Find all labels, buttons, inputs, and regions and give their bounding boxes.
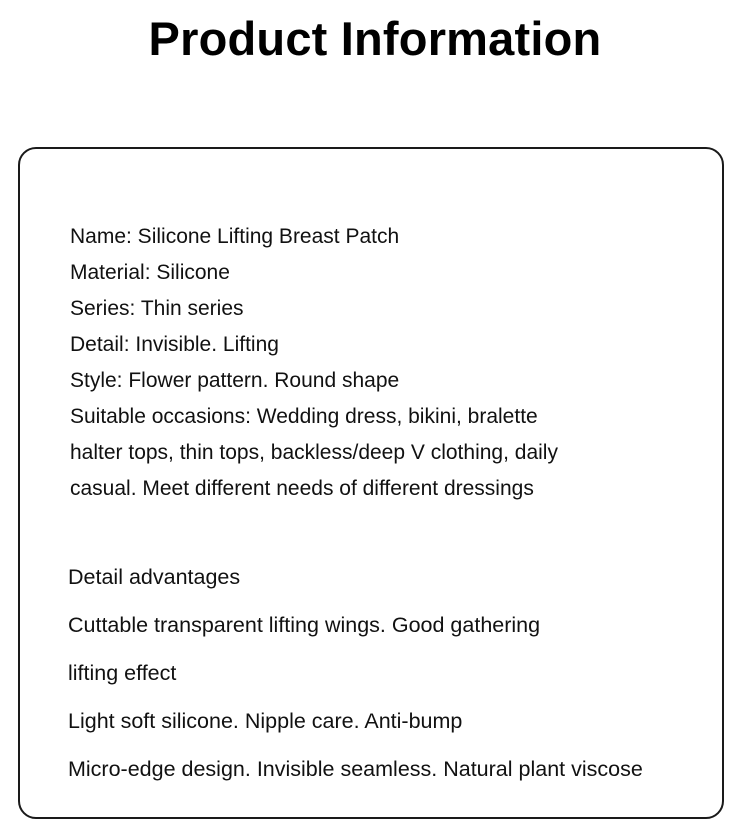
spec-occasions: Suitable occasions: Wedding dress, bikini, bralette [70, 405, 538, 428]
spec-name: Name: Silicone Lifting Breast Patch [70, 225, 400, 248]
advantage-line: Micro-edge design. Invisible seamless. Natural plant viscose [68, 757, 643, 781]
page-title: Product Information [148, 12, 602, 65]
advantage-line: Cuttable transparent lifting wings. Good gathering [68, 613, 541, 637]
advantage-line: lifting effect [68, 661, 177, 685]
spec-detail: Detail: Invisible. Lifting [70, 333, 279, 356]
spec-style: Style: Flower pattern. Round shape [70, 369, 400, 392]
spec-material: Material: Silicone [70, 261, 230, 284]
spec-occasions-cont-2: casual. Meet different needs of different dressings [70, 477, 534, 500]
spec-occasions-cont-1: halter tops, thin tops, backless/deep V clothing, daily [70, 441, 558, 464]
advantage-line: Light soft silicone. Nipple care. Anti-bump [68, 709, 463, 733]
advantages-section [68, 553, 728, 793]
advantages-heading: Detail advantages [68, 565, 241, 589]
spec-list [70, 219, 690, 507]
spec-series: Series: Thin series [70, 297, 244, 320]
